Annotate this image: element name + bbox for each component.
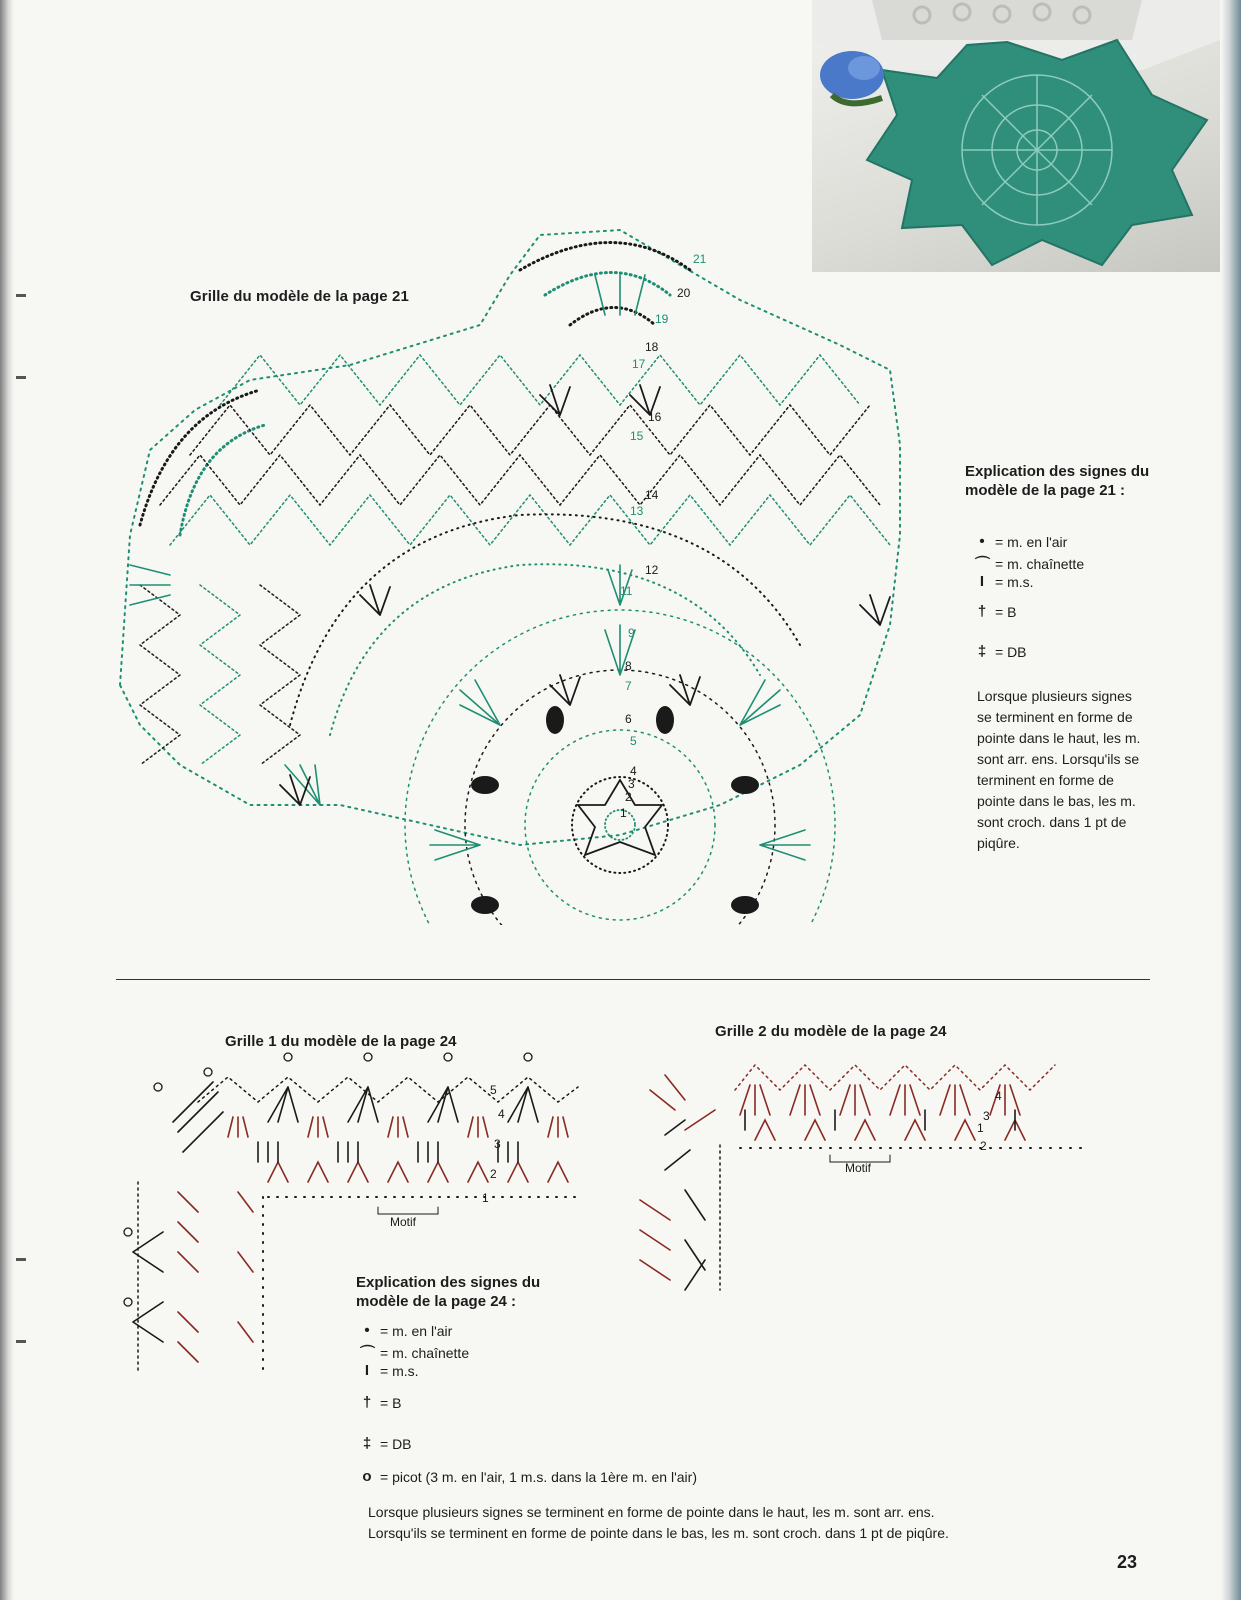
row-number: 2 (490, 1167, 497, 1181)
treble-crochet-symbol: ‡ (362, 1435, 372, 1452)
slip-stitch-symbol: ⌒ (360, 1345, 376, 1362)
section-divider (116, 979, 1150, 980)
legend-item: ‡ = DB (360, 1435, 412, 1452)
row-number: 1 (482, 1191, 489, 1205)
row-number: 21 (693, 252, 707, 266)
row-number: 16 (648, 410, 662, 424)
legend-item: ⌒ = m. chaînette (975, 553, 1084, 574)
row-number: 2 (625, 790, 632, 804)
slip-stitch-symbol: ⌒ (975, 556, 991, 573)
row-number: 3 (983, 1109, 990, 1123)
legend-item: • = m. en l'air (360, 1322, 452, 1339)
chain-stitch-symbol: • (364, 1322, 370, 1339)
legend2-title: Explication des signes du modèle de la page 24 : (356, 1274, 541, 1310)
row-number: 4 (498, 1107, 505, 1121)
legend-item: I = m.s. (975, 573, 1034, 590)
binding-hole (16, 1340, 26, 1343)
row-number: 2 (980, 1139, 987, 1153)
single-crochet-symbol: I (979, 573, 985, 590)
row-number: 5 (630, 734, 637, 748)
legend-item: † = B (360, 1394, 401, 1411)
edging-chart-2 (625, 1050, 1085, 1320)
row-number: 12 (645, 563, 659, 577)
legend2-note-line2: Lorsqu'ils se terminent en forme de pointe dans le bas, les m. sont croch. dans 1 pt de piqûre. (368, 1525, 949, 1541)
section1-title: Grille du modèle de la page 21 (190, 288, 409, 305)
binding-hole (16, 1258, 26, 1261)
row-number: 17 (632, 357, 646, 371)
row-number: 20 (677, 286, 691, 300)
legend-item: ⌒ = m. chaînette (360, 1342, 469, 1363)
legend-item: † = B (975, 603, 1016, 620)
row-number: 7 (625, 679, 632, 693)
row-number: 13 (630, 504, 644, 518)
treble-crochet-symbol: ‡ (977, 643, 987, 660)
row-number: 3 (628, 777, 635, 791)
page-right-edge (1221, 0, 1241, 1600)
page-number: 23 (1116, 1552, 1137, 1572)
row-number: 4 (995, 1089, 1002, 1103)
row-number: 4 (630, 764, 637, 778)
legend1-note: Lorsque plusieurs signes se terminent en forme de pointe dans le haut, les m. sont arr. ens. Lorsqu'ils se terminent en forme de pointe dans le bas, les m. sont croch. dans 1 pt de piqûre. (977, 688, 1141, 851)
row-number: 18 (645, 340, 659, 354)
chain-stitch-symbol: • (979, 533, 985, 550)
row-number: 19 (655, 312, 669, 326)
row-number: 11 (620, 584, 633, 598)
single-crochet-symbol: I (364, 1362, 370, 1379)
motif-label: Motif (845, 1161, 872, 1175)
row-number: 14 (645, 488, 659, 502)
edging-chart-1 (118, 1052, 598, 1382)
row-number: 6 (625, 712, 632, 726)
row-number: 15 (630, 429, 644, 443)
motif-label: Motif (390, 1215, 417, 1229)
row-number: 9 (628, 626, 635, 640)
section3-title: Grille 2 du modèle de la page 24 (715, 1023, 947, 1040)
row-number: 1 (620, 806, 627, 820)
doily-crochet-chart (100, 205, 930, 925)
legend-item: I = m.s. (360, 1362, 419, 1379)
row-number: 3 (494, 1137, 501, 1151)
legend2-note-line1: Lorsque plusieurs signes se terminent en forme de pointe dans le haut, les m. sont arr. ens. (368, 1504, 935, 1520)
page-binding-edge (0, 0, 14, 1600)
legend-item: o = picot (3 m. en l'air, 1 m.s. dans la 1ère m. en l'air) (360, 1468, 697, 1485)
row-number: 1 (977, 1121, 984, 1135)
legend-item: ‡ = DB (975, 643, 1027, 660)
section2-title: Grille 1 du modèle de la page 24 (225, 1033, 457, 1050)
double-crochet-symbol: † (977, 603, 987, 620)
legend1-title: Explication des signes du modèle de la page 21 : (965, 463, 1150, 499)
double-crochet-symbol: † (362, 1394, 372, 1411)
picot-symbol: o (362, 1468, 372, 1485)
binding-hole (16, 376, 26, 379)
row-number: 8 (625, 659, 632, 673)
legend-item: • = m. en l'air (975, 533, 1067, 550)
binding-hole (16, 294, 26, 297)
row-number: 5 (490, 1083, 497, 1097)
